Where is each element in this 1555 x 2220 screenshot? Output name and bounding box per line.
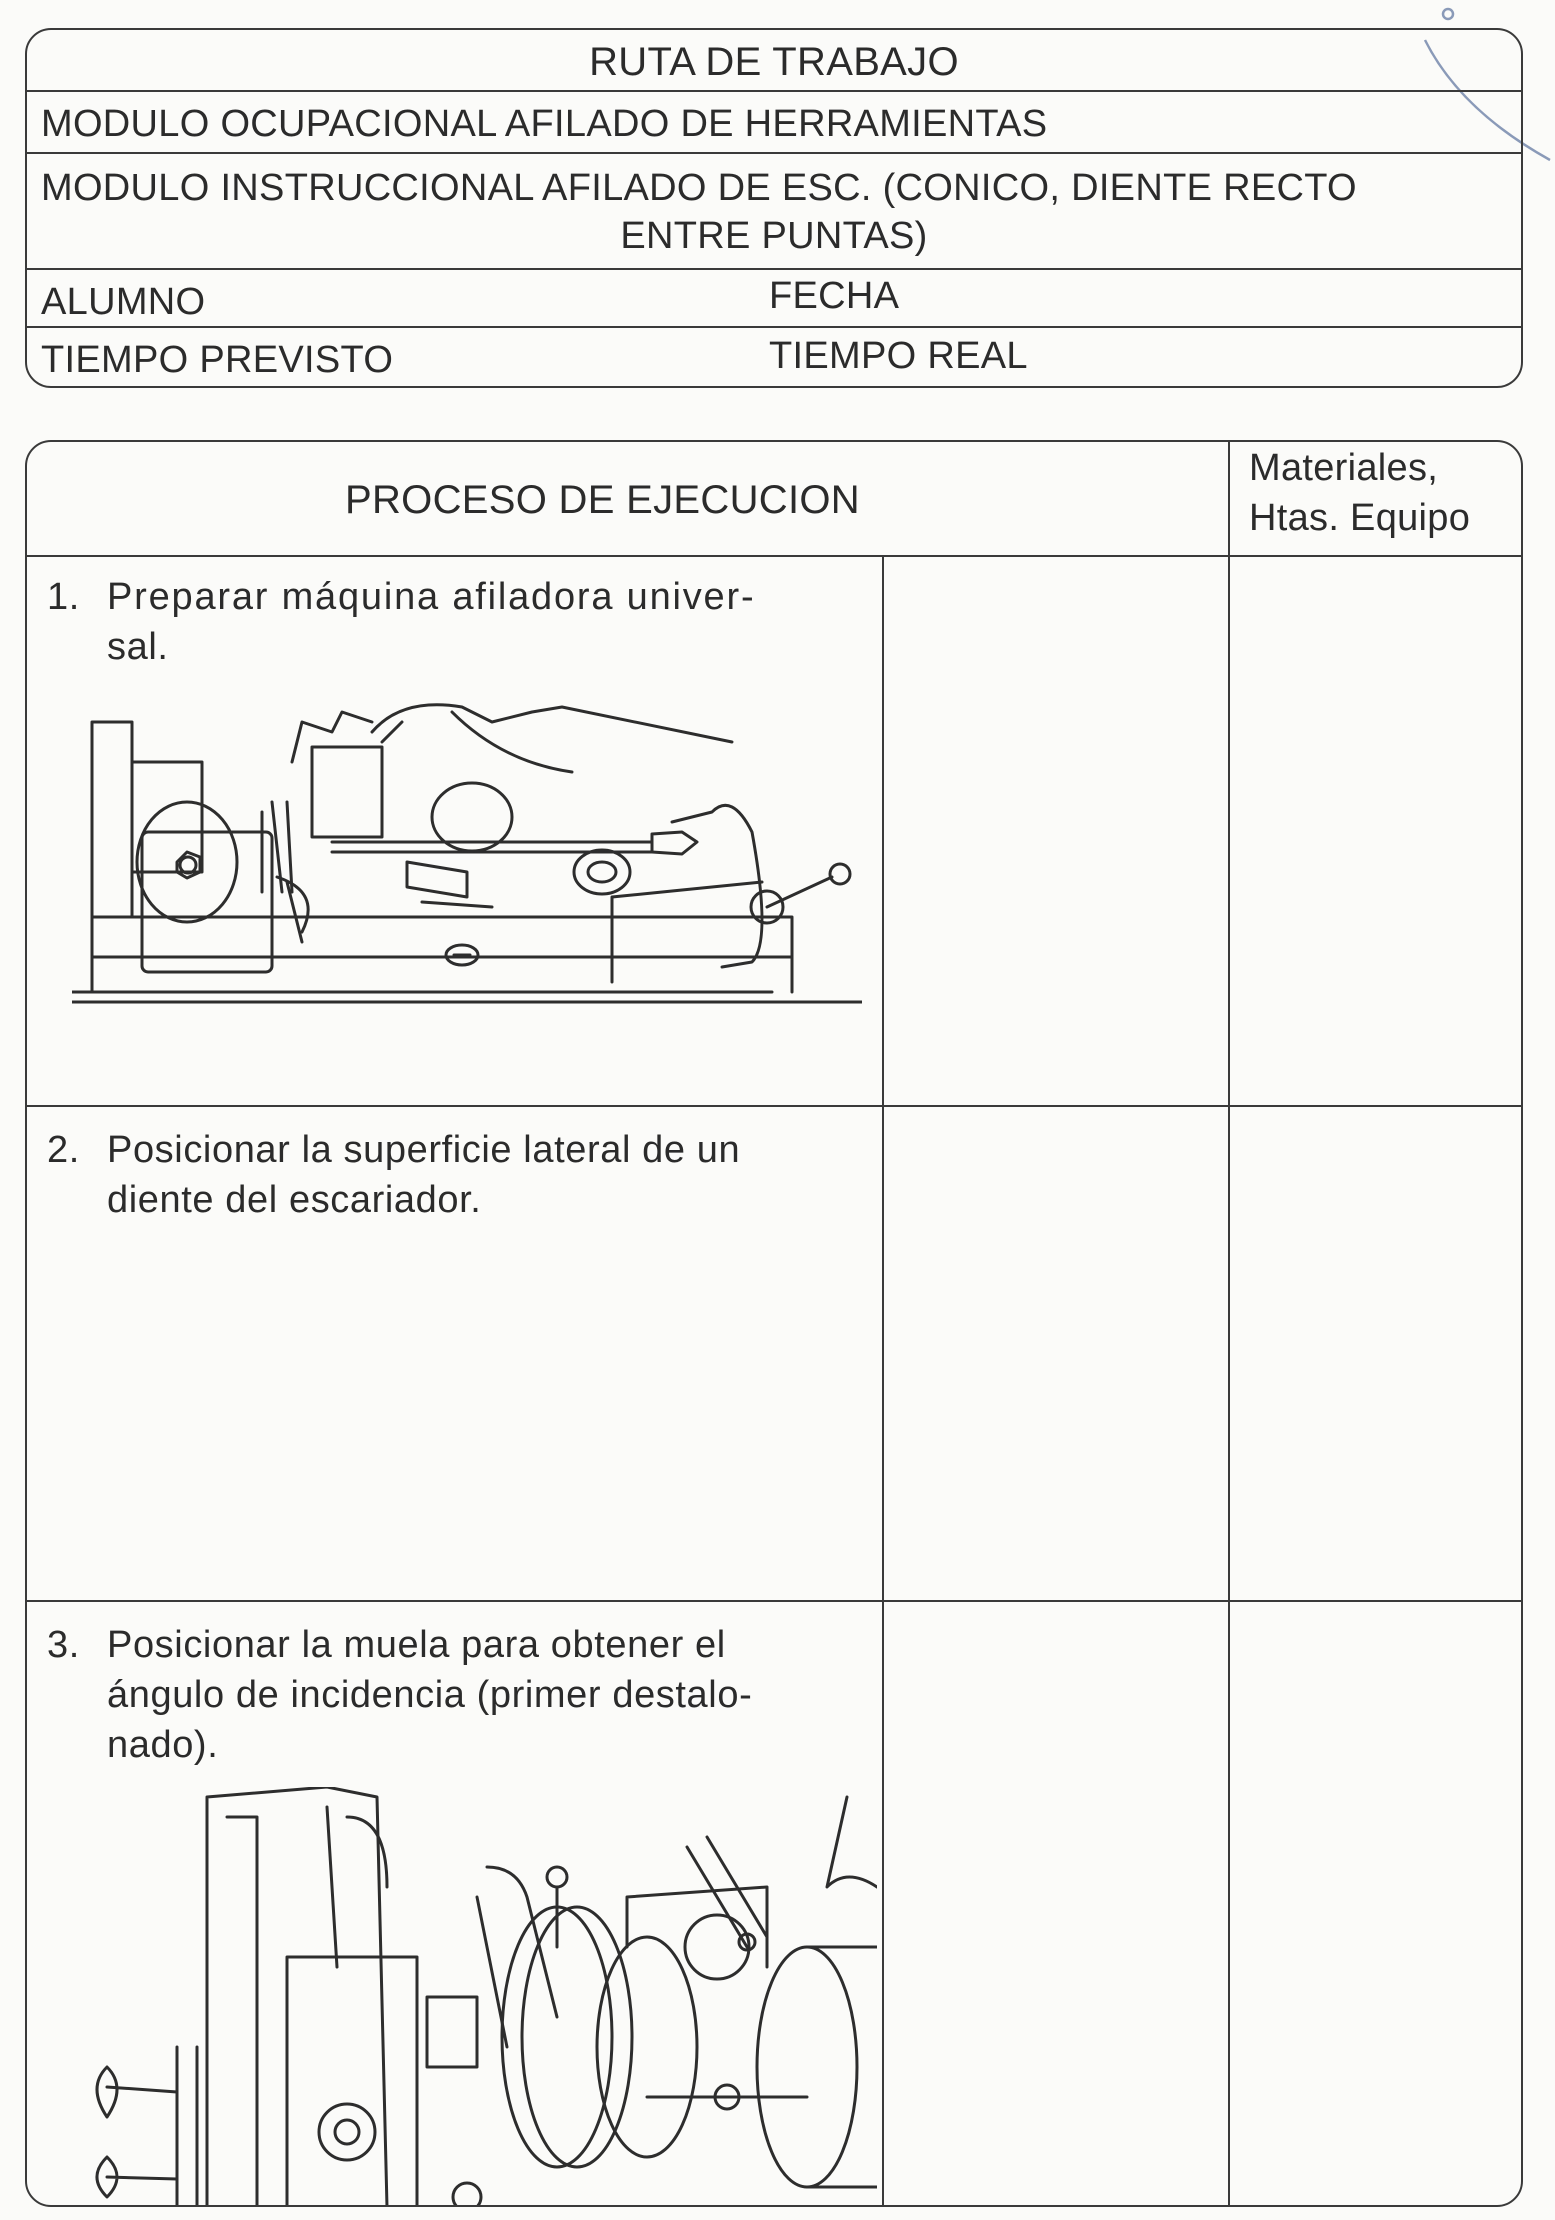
step-2-text-line1: Posicionar la superficie lateral de un	[107, 1129, 741, 1171]
step-1	[47, 572, 867, 682]
grinding-wheel-head-drawing	[87, 1787, 877, 2207]
step-3-text-line2: ángulo de incidencia (primer destalo-	[107, 1674, 753, 1716]
work-route-header	[25, 28, 1523, 388]
process-column-header: PROCESO DE EJECUCION	[345, 478, 860, 522]
step-1-text-line2: sal.	[107, 626, 169, 668]
modulo-instruccional-line1: MODULO INSTRUCCIONAL AFILADO DE ESC. (CONICO, DIENTE RECTO	[41, 167, 1357, 209]
step-2-divider	[27, 1600, 1521, 1602]
step-3-number: 3.	[47, 1624, 80, 1666]
notes-column-divider	[882, 555, 884, 2205]
step-1-number: 1.	[47, 576, 80, 618]
modulo-instruccional-row	[27, 154, 1521, 270]
step-3	[47, 1620, 867, 1780]
materials-header-line1: Materiales,	[1249, 447, 1439, 489]
step-1-divider	[27, 1105, 1521, 1107]
universal-grinding-machine-drawing	[72, 702, 862, 1022]
step-2-number: 2.	[47, 1129, 80, 1171]
modulo-ocupacional-row	[27, 92, 1521, 154]
header-title-row	[27, 30, 1521, 92]
fecha-label: FECHA	[769, 275, 900, 317]
modulo-ocupacional: MODULO OCUPACIONAL AFILADO DE HERRAMIENTAS	[41, 103, 1048, 145]
page-title: RUTA DE TRABAJO	[589, 40, 959, 84]
tiempo-real-label: TIEMPO REAL	[769, 335, 1028, 377]
modulo-instruccional-line2: ENTRE PUNTAS)	[620, 215, 928, 257]
execution-process-table	[25, 440, 1523, 2207]
step-2	[47, 1125, 867, 1235]
header-divider	[27, 555, 1521, 557]
step-3-text-line3: nado).	[107, 1724, 219, 1766]
alumno-fecha-row	[27, 270, 1521, 328]
step-2-text-line2: diente del escariador.	[107, 1179, 482, 1221]
alumno-label: ALUMNO	[41, 281, 206, 323]
step-1-text-line1: Preparar máquina afiladora univer-	[107, 576, 756, 618]
materials-column-divider	[1228, 442, 1230, 2205]
materials-header-line2: Htas. Equipo	[1249, 497, 1471, 539]
step-3-text-line1: Posicionar la muela para obtener el	[107, 1624, 726, 1666]
tiempo-previsto-label: TIEMPO PREVISTO	[41, 339, 394, 381]
tiempo-row	[27, 328, 1521, 388]
